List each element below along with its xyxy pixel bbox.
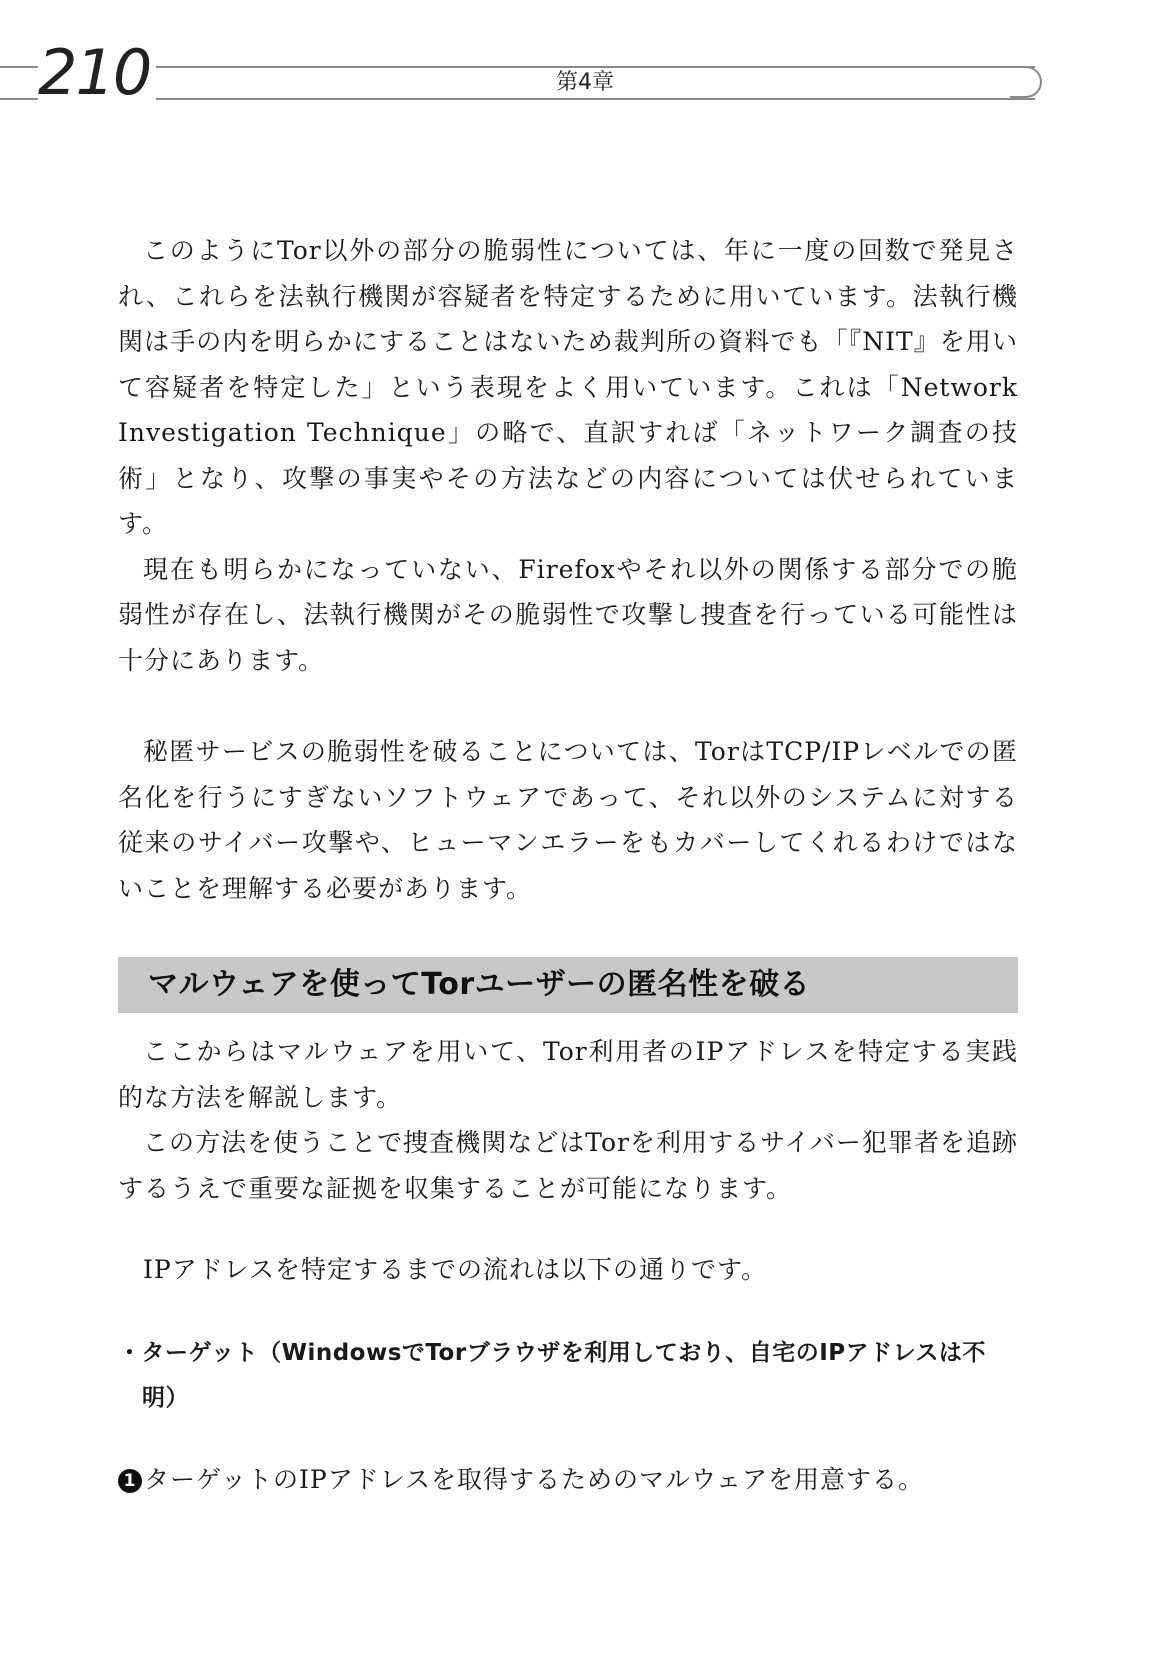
paragraph-4: ここからはマルウェアを用いて、Tor利用者のIPアドレスを特定する実践的な方法を解説します。: [118, 1037, 1018, 1112]
target-bullet: ・ターゲット（WindowsでTorブラウザを利用しており、自宅のIPアドレスは不明）: [118, 1339, 986, 1411]
page-body: [118, 228, 1018, 1502]
step-1-text: ターゲットのIPアドレスを取得するためのマルウェアを用意する。: [144, 1464, 924, 1494]
paragraph-1: このようにTor以外の部分の脆弱性については、年に一度の回数で発見され、これらを法執行機関が容疑者を特定するために用いています。法執行機関は手の内を明らかにすることはないため裁判所の資料でも「『NIT』を用いて容疑者を特定した」という表現をよく用いています。これは「Network Investigation Technique」の略で、直訳すれば「ネットワーク調査の技術」となり、攻撃の事実やその方法などの内容については伏せられています。: [118, 236, 1018, 538]
step-1: [118, 1457, 1018, 1502]
chapter-label: 第4章: [556, 70, 614, 95]
paragraph-3: 秘匿サービスの脆弱性を破ることについては、TorはTCP/IPレベルでの匿名化を行うにすぎないソフトウェアであって、それ以外のシステムに対する従来のサイバー攻撃や、ヒューマンエラーをもカバーしてくれるわけではないことを理解する必要があります。: [118, 737, 1018, 903]
paragraph-5: この方法を使うことで捜査機関などはTorを利用するサイバー犯罪者を追跡するうえで重要な証拠を収集することが可能になります。: [118, 1128, 1018, 1203]
step-number-badge: 1: [118, 1469, 142, 1493]
paragraph-6: IPアドレスを特定するまでの流れは以下の通りです。: [143, 1255, 767, 1284]
header-rounded-cap: [1010, 66, 1042, 98]
paragraph-2: 現在も明らかになっていない、Firefoxやそれ以外の関係する部分での脆弱性が存在し、法執行機関がその脆弱性で攻撃し捜査を行っている可能性は十分にあります。: [118, 554, 1018, 675]
page-header: [0, 0, 1166, 120]
section-heading: マルウェアを使ってTorユーザーの匿名性を破る: [118, 957, 1018, 1013]
page-number: 210: [38, 38, 156, 108]
